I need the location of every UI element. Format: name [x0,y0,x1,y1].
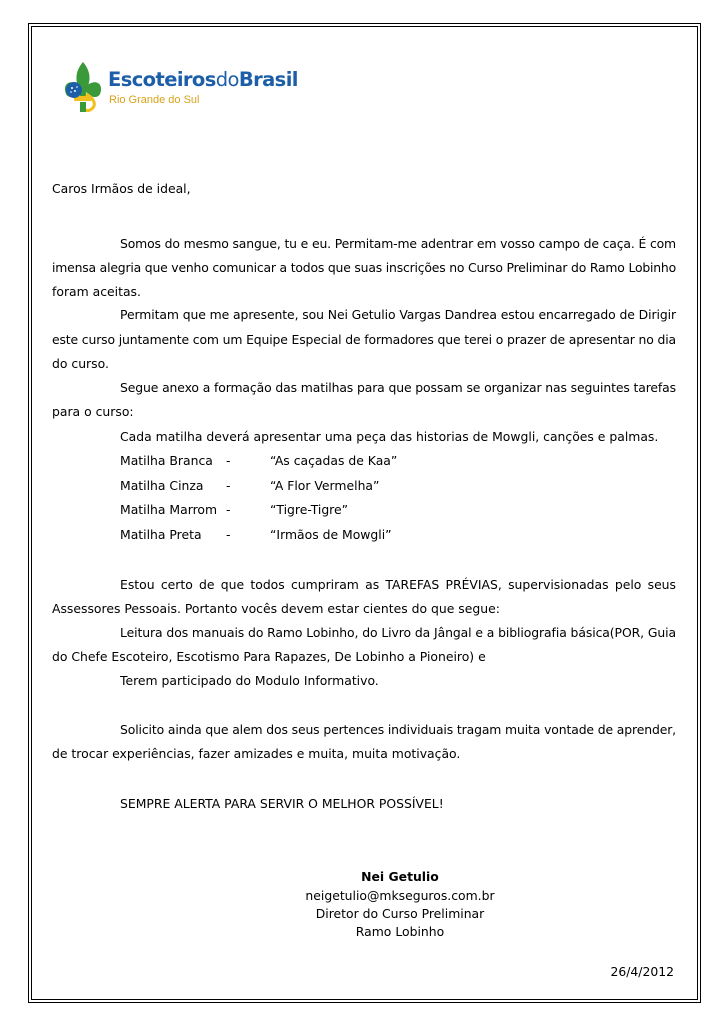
paragraph-2-line-3: do curso. [52,356,109,371]
matilha-story: “Tigre-Tigre” [270,502,349,517]
letter-date: 26/4/2012 [610,964,674,979]
signature-branch: Ramo Lobinho [355,924,445,939]
paragraph-1-line-2: imensa alegria que venho comunicar a todos que suas inscrições no Curso Preliminar do Ramo Lobinho [52,260,676,275]
logo-wordmark [108,68,298,91]
paragraph-2-line-1: Permitam que me apresente, sou Nei Getulio Vargas Dandrea estou encarregado de Dirigir [120,307,676,322]
paragraph-6-line-1: Leitura dos manuais do Ramo Lobinho, do Livro da Jângal e a bibliografia básica(POR, Guia [120,625,676,640]
matilha-name: Matilha Preta [120,527,202,542]
matilha-dash: - [226,527,231,542]
paragraph-5-line-1: Estou certo de que todos cumpriram as TAREFAS PRÉVIAS, supervisionadas pelo seus [120,577,676,592]
greeting: Caros Irmãos de ideal, [52,181,191,196]
matilha-story: “A Flor Vermelha” [270,478,380,493]
signature-name: Nei Getulio [361,869,439,884]
paragraph-1-line-3: foram aceitas. [52,284,141,299]
matilha-name: Matilha Branca [120,453,213,468]
logo-word-do: do [215,68,239,91]
logo-word-escoteiros: Escoteiros [108,68,216,91]
matilha-name: Matilha Marrom [120,502,218,517]
logo-region: Rio Grande do Sul [109,94,200,106]
signature-email: neigetulio@mkseguros.com.br [305,888,495,903]
paragraph-6-line-2: do Chefe Escoteiro, Escotismo Para Rapazes, De Lobinho a Pioneiro) e [52,649,486,664]
matilha-story: “Irmãos de Mowgli” [270,527,392,542]
matilha-dash: - [226,502,231,517]
escoteiros-logo [60,58,300,118]
signature-role: Diretor do Curso Preliminar [315,906,485,921]
matilha-story: “As caçadas de Kaa” [270,453,398,468]
closing-motto: SEMPRE ALERTA PARA SERVIR O MELHOR POSSÍVEL! [120,796,444,811]
paragraph-1-line-1: Somos do mesmo sangue, tu e eu. Permitam-me adentrar em vosso campo de caça. É com [120,236,676,251]
paragraph-4: Cada matilha deverá apresentar uma peça das historias de Mowgli, canções e palmas. [120,429,659,444]
paragraph-8-line-2: de trocar experiências, fazer amizades e muita, muita motivação. [52,746,461,761]
fleur-de-lis-icon [60,60,106,116]
matilha-name: Matilha Cinza [120,478,204,493]
logo-word-brasil: Brasil [238,68,298,91]
matilha-dash: - [226,478,231,493]
paragraph-3-line-1: Segue anexo a formação das matilhas para que possam se organizar nas seguintes tarefas [120,380,676,395]
paragraph-3-line-2: para o curso: [52,404,134,419]
paragraph-8-line-1: Solicito ainda que alem dos seus pertences individuais tragam muita vontade de aprender, [120,722,676,737]
matilha-dash: - [226,453,231,468]
paragraph-5-line-2: Assessores Pessoais. Portanto vocês devem estar cientes do que segue: [52,601,500,616]
paragraph-7: Terem participado do Modulo Informativo. [120,673,379,688]
paragraph-2-line-2: este curso juntamente com um Equipe Especial de formadores que terei o prazer de apresentar no dia [52,332,676,347]
